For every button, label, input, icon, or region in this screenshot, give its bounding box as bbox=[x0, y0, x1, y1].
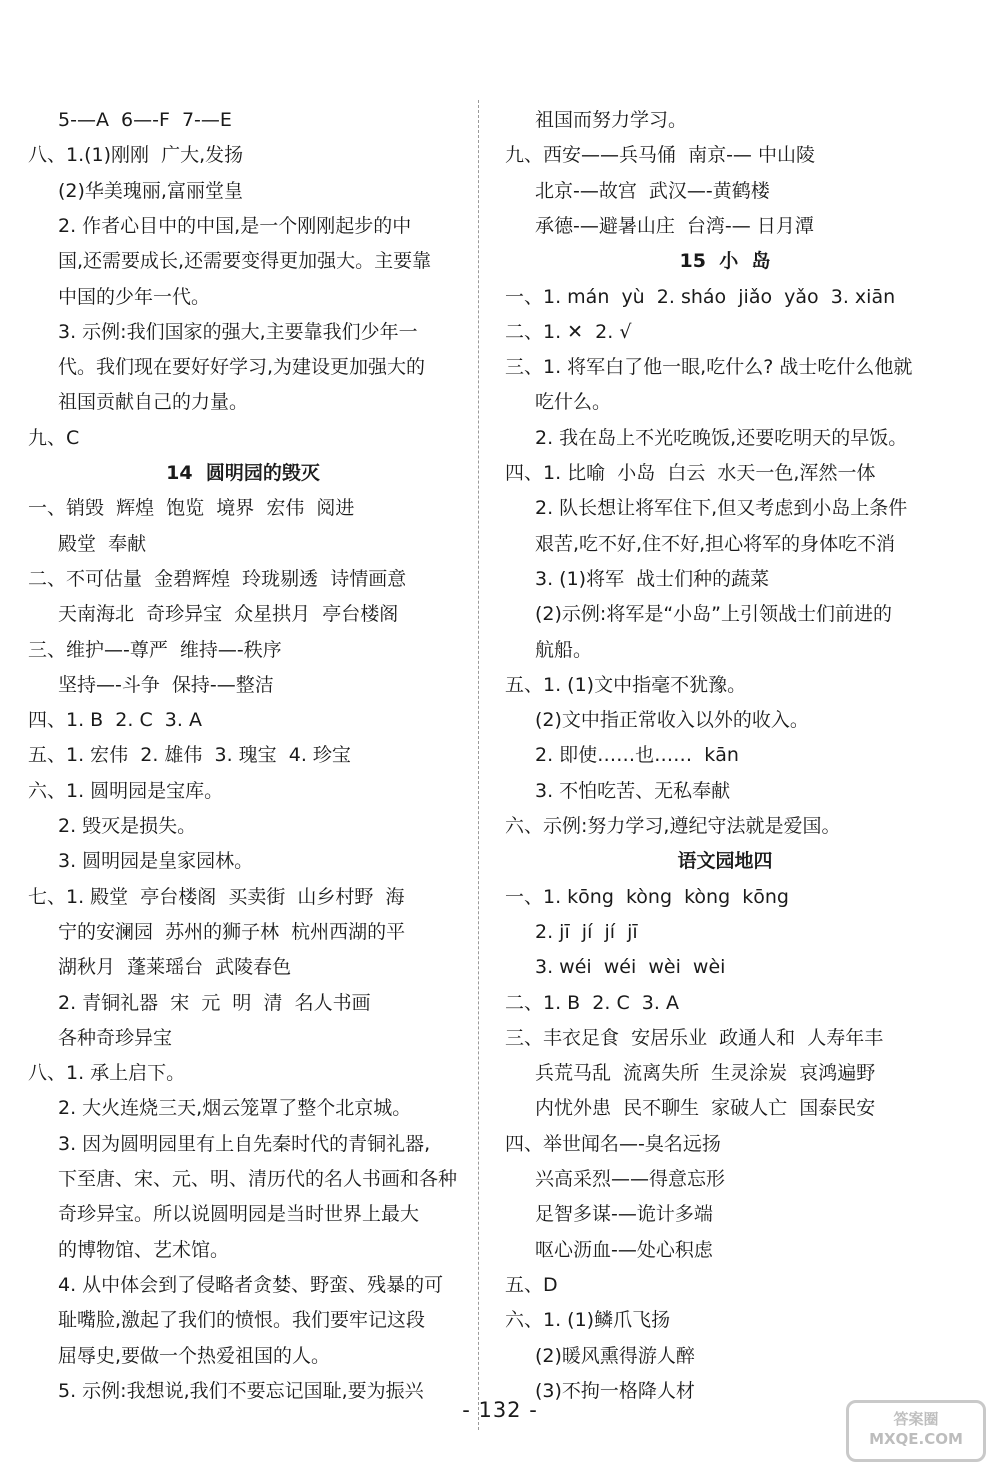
answer-line: 2. 我在岛上不光吃晚饭,还要吃明天的早饭。 bbox=[535, 426, 908, 449]
answer-line: 六、1. 圆明园是宝库。 bbox=[28, 779, 224, 802]
answer-line: 吃什么。 bbox=[535, 391, 612, 414]
answer-line: 六、1. (1)鳞爪飞扬 bbox=[505, 1309, 671, 1332]
answer-line: 3. wéi wéi wèi wèi bbox=[535, 956, 726, 979]
answer-line: 奇珍异宝。所以说圆明园是当时世界上最大 bbox=[58, 1203, 420, 1226]
answer-line: 2. jī jí jí jī bbox=[535, 920, 638, 943]
answer-line: 航船。 bbox=[535, 638, 593, 661]
answer-line: 九、西安——兵马俑 南京-— 中山陵 bbox=[505, 144, 815, 167]
answer-line: 下至唐、宋、元、明、清历代的名人书画和各种 bbox=[58, 1168, 458, 1190]
answer-line: 殿堂 奉献 bbox=[58, 532, 147, 555]
answer-line: (2)文中指正常收入以外的收入。 bbox=[535, 709, 809, 732]
answer-line: 一、1. kōng kòng kòng kōng bbox=[505, 885, 789, 908]
answer-line: 一、1. mán yù 2. sháo jiǎo yǎo 3. xiān bbox=[505, 285, 896, 308]
answer-line: 天南海北 奇珍异宝 众星拱月 亭台楼阁 bbox=[58, 603, 399, 626]
answer-line: 耻嘴脸,激起了我们的愤恨。我们要牢记这段 bbox=[58, 1309, 426, 1332]
answer-line: 兴高采烈——得意忘形 bbox=[535, 1168, 726, 1190]
column-divider bbox=[478, 100, 479, 1430]
answer-line: 的博物馆、艺术馆。 bbox=[58, 1238, 230, 1261]
answer-line: 宁的安澜园 苏州的狮子林 杭州西湖的平 bbox=[58, 920, 406, 943]
answer-line: 国,还需要成长,还需要变得更加强大。主要靠 bbox=[58, 250, 432, 273]
answer-line: 2. 作者心目中的中国,是一个刚刚起步的中 bbox=[58, 214, 412, 237]
answer-line: 四、1. 比喻 小岛 白云 水天一色,浑然一体 bbox=[505, 462, 876, 484]
answer-line: 五、1. (1)文中指毫不犹豫。 bbox=[505, 673, 747, 696]
watermark-logo: 答案圈 MXQE.COM bbox=[846, 1400, 986, 1462]
answer-line: 内忧外患 民不聊生 家破人亡 国泰民安 bbox=[535, 1097, 876, 1120]
answer-line: 二、1. ✕ 2. √ bbox=[505, 320, 632, 343]
answer-line: 2. 即使……也…… kān bbox=[535, 744, 739, 767]
answer-line: 2. 青铜礼器 宋 元 明 清 名人书画 bbox=[58, 991, 371, 1014]
answer-line: 5-—A 6—-F 7-—E bbox=[58, 109, 232, 131]
answer-line: 八、1.(1)刚刚 广大,发扬 bbox=[28, 144, 244, 167]
answer-line: 八、1. 承上启下。 bbox=[28, 1062, 186, 1085]
answer-line: 北京-—故宫 武汉—-黄鹤楼 bbox=[535, 179, 770, 202]
answer-line: 四、举世闻名—-臭名远扬 bbox=[505, 1132, 721, 1155]
answer-line: 兵荒马乱 流离失所 生灵涂炭 哀鸿遍野 bbox=[535, 1062, 876, 1085]
answer-line: 屈辱史,要做一个热爱祖国的人。 bbox=[58, 1344, 331, 1367]
answer-line: 坚持—-斗争 保持-—整洁 bbox=[58, 673, 274, 696]
answer-line: 3. 示例:我们国家的强大,主要靠我们少年一 bbox=[58, 320, 418, 343]
answer-line: (2)示例:将军是“小岛”上引领战士们前进的 bbox=[535, 603, 893, 626]
answer-line: 2. 大火连烧三天,烟云笼罩了整个北京城。 bbox=[58, 1097, 412, 1120]
section-heading: 14 圆明园的毁灭 bbox=[166, 462, 320, 484]
answer-line: 4. 从中体会到了侵略者贪婪、野蛮、残暴的可 bbox=[58, 1273, 444, 1296]
answer-line: 二、1. B 2. C 3. A bbox=[505, 991, 679, 1014]
answer-line: 呕心沥血-—处心积虑 bbox=[535, 1238, 713, 1261]
answer-line: 三、丰衣足食 安居乐业 政通人和 人寿年丰 bbox=[505, 1026, 884, 1049]
answer-line: 祖国而努力学习。 bbox=[535, 109, 688, 131]
answer-line: 3. 不怕吃苦、无私奉献 bbox=[535, 779, 731, 802]
answer-line: 一、销毁 辉煌 饱览 境界 宏伟 阅进 bbox=[28, 497, 355, 520]
section-heading: 15 小 岛 bbox=[679, 250, 771, 273]
answer-line: 六、示例:努力学习,遵纪守法就是爱国。 bbox=[505, 815, 841, 837]
section-heading: 语文园地四 bbox=[677, 850, 773, 873]
answer-line: 承德-—避暑山庄 台湾-— 日月潭 bbox=[535, 214, 814, 237]
answer-line: 二、不可估量 金碧辉煌 玲珑剔透 诗情画意 bbox=[28, 567, 407, 590]
answer-line: 2. 队长想让将军住下,但又考虑到小岛上条件 bbox=[535, 497, 908, 520]
answer-line: 各种奇珍异宝 bbox=[58, 1026, 173, 1049]
answer-line: 中国的少年一代。 bbox=[58, 285, 211, 308]
answer-line: 代。我们现在要好好学习,为建设更加强大的 bbox=[58, 356, 426, 379]
answer-line: 祖国贡献自己的力量。 bbox=[58, 391, 249, 414]
answer-line: 3. 因为圆明园里有上自先秦时代的青铜礼器, bbox=[58, 1132, 431, 1155]
answer-line: 5. 示例:我想说,我们不要忘记国耻,要为振兴 bbox=[58, 1379, 424, 1402]
answer-line: 足智多谋-—诡计多端 bbox=[535, 1203, 713, 1226]
answer-line: 九、C bbox=[28, 426, 80, 449]
answer-line: 五、D bbox=[505, 1273, 558, 1296]
answer-line: 三、1. 将军白了他一眼,吃什么? 战士吃什么他就 bbox=[505, 356, 913, 379]
answer-line: 2. 毁灭是损失。 bbox=[58, 815, 197, 837]
answer-line: 四、1. B 2. C 3. A bbox=[28, 709, 202, 732]
page-number: - 132 - bbox=[462, 1398, 538, 1422]
answer-line: 七、1. 殿堂 亭台楼阁 买卖街 山乡村野 海 bbox=[28, 885, 405, 908]
answer-line: (2)暖风熏得游人醉 bbox=[535, 1344, 695, 1367]
answer-line: 三、维护—-尊严 维持—-秩序 bbox=[28, 638, 282, 661]
answer-line: 湖秋月 蓬莱瑶台 武陵春色 bbox=[58, 956, 292, 979]
answer-line: 3. (1)将军 战士们种的蔬菜 bbox=[535, 567, 770, 590]
answer-line: 五、1. 宏伟 2. 雄伟 3. 瑰宝 4. 珍宝 bbox=[28, 744, 351, 767]
answer-line: (2)华美瑰丽,富丽堂皇 bbox=[58, 179, 243, 202]
answer-line: 艰苦,吃不好,住不好,担心将军的身体吃不消 bbox=[535, 532, 896, 555]
answer-line: (3)不拘一格降人材 bbox=[535, 1379, 695, 1402]
answer-line: 3. 圆明园是皇家园林。 bbox=[58, 850, 254, 873]
